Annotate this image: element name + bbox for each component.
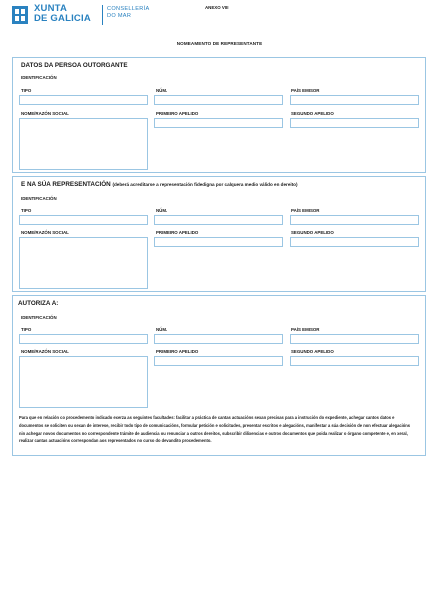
pais-label: PAÍS EMISOR: [291, 88, 320, 93]
identification-label: IDENTIFICACIÓN: [21, 75, 57, 80]
primeiro-apelido-field[interactable]: [154, 237, 283, 247]
primeiro-apelido-label: PRIMEIRO APELIDO: [156, 111, 199, 116]
tipo-label: TIPO: [21, 208, 32, 213]
tipo-field[interactable]: [19, 95, 148, 105]
num-field[interactable]: [154, 95, 283, 105]
pais-label: PAÍS EMISOR: [291, 208, 320, 213]
grantor-section: [12, 57, 426, 173]
primeiro-apelido-field[interactable]: [154, 356, 283, 366]
nome-razon-label: NOME/RAZÓN SOCIAL: [21, 111, 69, 116]
annex-label: ANEXO VIII: [205, 5, 229, 10]
primeiro-apelido-label: PRIMEIRO APELIDO: [156, 230, 199, 235]
primeiro-apelido-label: PRIMEIRO APELIDO: [156, 349, 199, 354]
pais-label: PAÍS EMISOR: [291, 327, 320, 332]
identification-label: IDENTIFICACIÓN: [21, 315, 57, 320]
identification-label: IDENTIFICACIÓN: [21, 196, 57, 201]
nome-razon-field[interactable]: [19, 118, 148, 170]
section-title: E NA SÚA REPRESENTACIÓN (deberá acreditarse a representación fidedigna por calquera medio válido en dereito): [21, 181, 298, 188]
section-title: AUTORIZA A:: [18, 300, 59, 307]
document-title: NOMEAMENTO DE REPRESENTANTE: [176, 41, 263, 46]
pais-field[interactable]: [290, 95, 419, 105]
segundo-apelido-label: SEGUNDO APELIDO: [291, 230, 334, 235]
nome-razon-label: NOME/RAZÓN SOCIAL: [21, 349, 69, 354]
primeiro-apelido-field[interactable]: [154, 118, 283, 128]
segundo-apelido-label: SEGUNDO APELIDO: [291, 349, 334, 354]
nome-razon-field[interactable]: [19, 356, 148, 408]
tipo-field[interactable]: [19, 215, 148, 225]
organization-name: CONSELLERÍA DO MAR: [107, 6, 150, 19]
xunta-logo: [12, 4, 152, 28]
segundo-apelido-label: SEGUNDO APELIDO: [291, 111, 334, 116]
tipo-label: TIPO: [21, 327, 32, 332]
segundo-apelido-field[interactable]: [290, 237, 419, 247]
logo-text: XUNTA DE GALICIA: [34, 3, 91, 24]
representation-section: [12, 176, 426, 292]
nome-razon-label: NOME/RAZÓN SOCIAL: [21, 230, 69, 235]
pais-field[interactable]: [290, 334, 419, 344]
segundo-apelido-field[interactable]: [290, 118, 419, 128]
xunta-emblem-icon: [12, 6, 28, 24]
nome-razon-field[interactable]: [19, 237, 148, 289]
tipo-field[interactable]: [19, 334, 148, 344]
num-field[interactable]: [154, 215, 283, 225]
num-label: NÚM.: [156, 208, 168, 213]
logo-divider: [102, 5, 103, 25]
num-label: NÚM.: [156, 88, 168, 93]
num-label: NÚM.: [156, 327, 168, 332]
section-title: DATOS DA PERSOA OUTORGANTE: [21, 62, 128, 69]
tipo-label: TIPO: [21, 88, 32, 93]
section-note: (deberá acreditarse a representación fidedigna por calquera medio válido en dereito): [112, 182, 298, 187]
pais-field[interactable]: [290, 215, 419, 225]
num-field[interactable]: [154, 334, 283, 344]
authorization-paragraph: Para que en relación co procedemento indicado exerza as seguintes facultades: facilitar a práctica de cantas actuacións sexan precisas para a instrución do expediente, achegar cantos datos e documentos se soliciten ou sexan de interese, recibir todo tipo de comunicacións, formular petición e solicitudes, presentar escritos e alegacións, manifestar a súa decisión de non efectuar alegacións nin achegar novos documentos no correspondente trámite de audiencia ou renunciar a outros dereitos, subscribir dilixencias e outros documentos que poida realizar o órgano competente e, en xeral, realizar cantas actuacións correspondan aos representados no curso do devandito procedemento.: [19, 415, 411, 444]
segundo-apelido-field[interactable]: [290, 356, 419, 366]
